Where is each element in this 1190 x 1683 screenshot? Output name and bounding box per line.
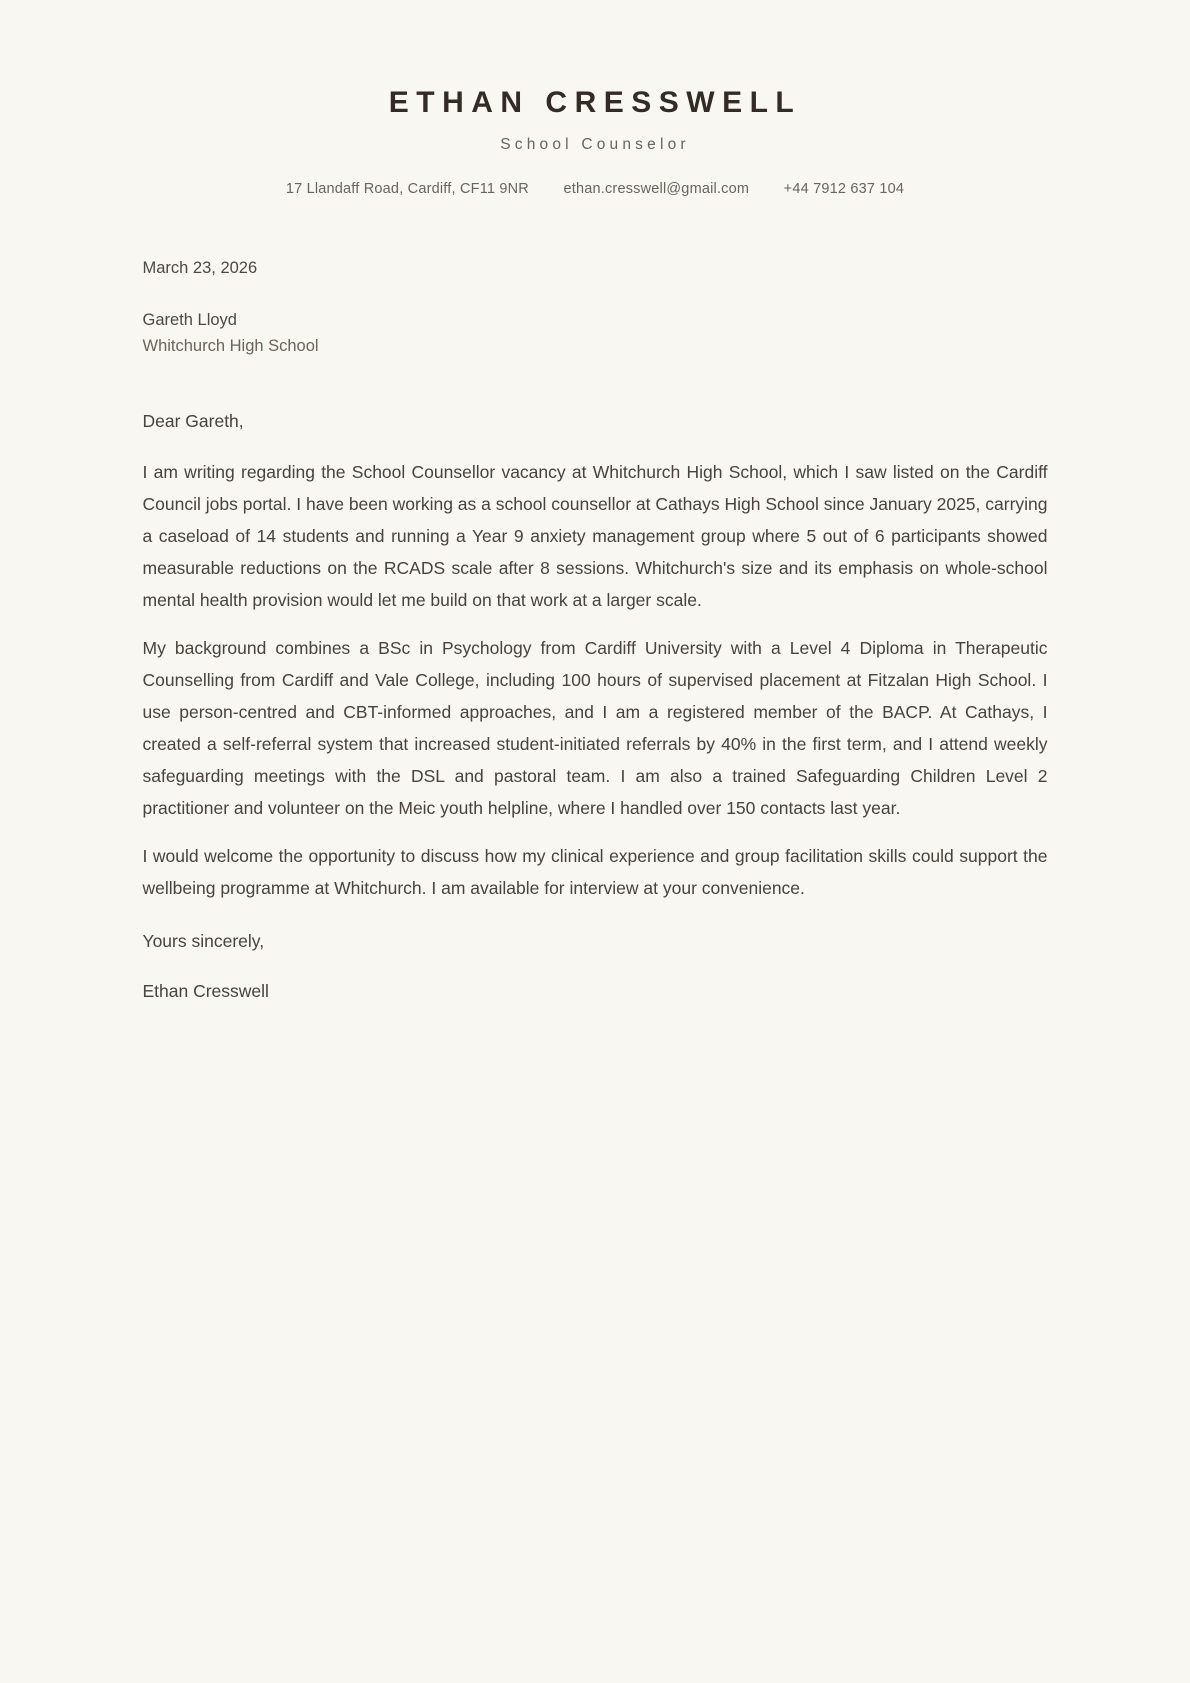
signature-name: Ethan Cresswell bbox=[142, 981, 269, 1002]
body-paragraph-3: I would welcome the opportunity to discuss how my clinical experience and group facilitation skills could support the wellbeing programme at Whitchurch. I am available for interview at your convenience. bbox=[142, 846, 1048, 899]
letterhead bbox=[0, 0, 1190, 197]
closing-phrase: Yours sincerely, bbox=[142, 931, 265, 952]
letter-body bbox=[143, 197, 1048, 1002]
salutation: Dear Gareth, bbox=[142, 411, 244, 432]
recipient-organization: Whitchurch High School bbox=[142, 336, 319, 355]
contact-phone[interactable]: +44 7912 637 104 bbox=[783, 181, 905, 197]
page-title: ETHAN CRESSWELL bbox=[388, 86, 802, 119]
contact-email[interactable]: ethan.cresswell@gmail.com bbox=[563, 181, 750, 197]
recipient-block bbox=[143, 308, 1048, 359]
job-title: School Counselor bbox=[500, 136, 690, 153]
body-paragraph-2: My background combines a BSc in Psychology from Cardiff University with a Level 4 Diploma in Therapeutic Counselling from Cardiff and Vale College, including 100 hours of supervised placement at Fitzalan High School. I use person-centred and CBT-informed approaches, and I am a registered member of the BACP. At Cathays, I created a self-referral system that increased student-initiated referrals by 40% in the first term, and I attend weekly safeguarding meetings with the DSL and pastoral team. I am also a trained Safeguarding Children Level 2 practitioner and volunteer on the Meic youth helpline, where I handled over 150 contacts last year. bbox=[142, 638, 1048, 818]
contact-address: 17 Llandaff Road, Cardiff, CF11 9NR bbox=[285, 181, 529, 197]
contact-line bbox=[0, 181, 1190, 197]
body-paragraph-1: I am writing regarding the School Counsellor vacancy at Whitchurch High School, which I saw listed on the Cardiff Council jobs portal. I have been working as a school counsellor at Cathays High School since January 2025, carrying a caseload of 14 students and running a Year 9 anxiety management group where 5 out of 6 participants showed measurable reductions on the RCADS scale after 8 sessions. Whitchurch's size and its emphasis on whole-school mental health provision would let me build on that work at a larger scale. bbox=[142, 462, 1048, 610]
letter-date: March 23, 2026 bbox=[142, 259, 258, 277]
recipient-name: Gareth Lloyd bbox=[142, 311, 237, 329]
